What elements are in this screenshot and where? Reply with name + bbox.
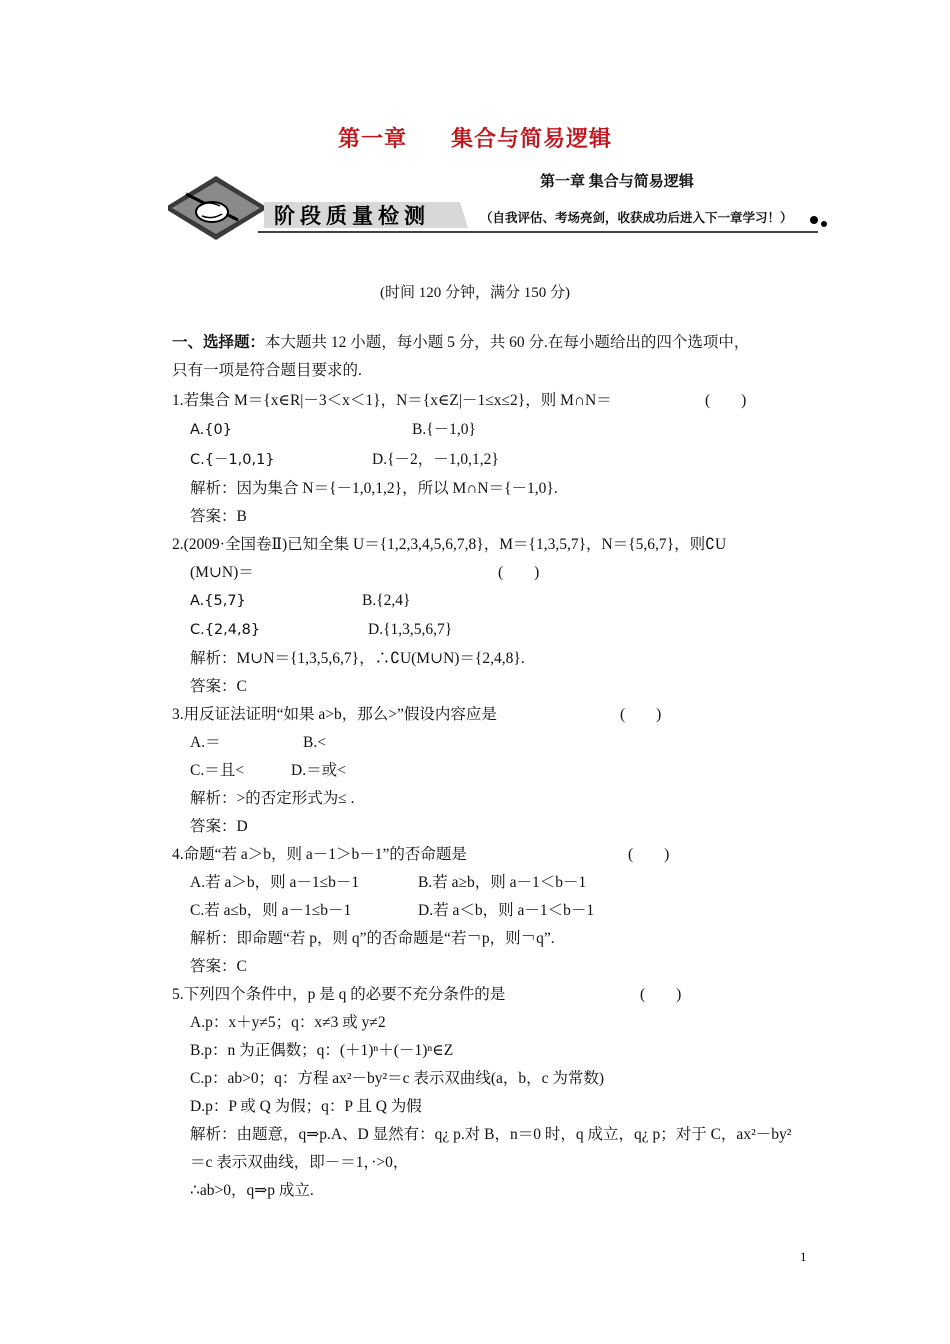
q4-option-c: C.若 a≤b，则 a－1≤b－1 xyxy=(190,902,352,919)
section-line1: 本大题共 12 小题，每小题 5 分，共 60 分.在每小题给出的四个选项中， xyxy=(265,334,750,351)
chapter-title xyxy=(0,122,950,153)
section-line2: 只有一项是符合题目要求的. xyxy=(172,362,362,379)
chapter-title-part2: 集合与简易逻辑 xyxy=(451,126,613,151)
q3-option-c: C.＝且< xyxy=(190,762,244,779)
q4-option-b: B.若 a≥b，则 a－1＜b－1 xyxy=(418,874,587,891)
q5-analysis-line1: 解析：由题意，q⇒p.A、D 显然有：q¿ p.对 B，n＝0 时，q 成立，q¿ p；对于 C，ax²－by² xyxy=(190,1126,792,1143)
q5-analysis-line3: ∴ab>0，q⇒p 成立. xyxy=(190,1182,314,1199)
q1-analysis: 解析：因为集合 N＝{－1,0,1,2}，所以 M∩N＝{－1,0}. xyxy=(190,480,558,497)
q2-option-a: A.{5,7} xyxy=(190,593,246,609)
q2-answer: 答案：C xyxy=(190,678,247,695)
q1-answer: 答案：B xyxy=(190,508,247,525)
q2-analysis: 解析：M∪N＝{1,3,5,6,7}，∴∁U(M∪N)＝{2,4,8}. xyxy=(190,650,525,667)
page-number: 1 xyxy=(800,1249,807,1264)
time-note: (时间 120 分钟，满分 150 分) xyxy=(380,285,570,301)
q5-stem: 5.下列四个条件中，p 是 q 的必要不充分条件的是 xyxy=(172,986,506,1003)
q2-option-b: B.{2,4} xyxy=(362,592,411,609)
q4-analysis: 解析：即命题“若 p，则 q”的否命题是“若￢p，则￢q”. xyxy=(190,930,555,947)
section-label: 一、选择题： xyxy=(172,334,266,351)
section-intro xyxy=(172,333,749,353)
q5-bracket: ( ) xyxy=(640,986,682,1003)
q5-option-a: A.p：x＋y≠5；q：x≠3 或 y≠2 xyxy=(190,1014,386,1031)
chapter-title-part1: 第一章 xyxy=(337,126,407,151)
q2-stem-line1: 2.(2009·全国卷Ⅱ)已知全集 U＝{1,2,3,4,5,6,7,8}，M＝{1,3,5,7}，N＝{5,6,7}，则∁U xyxy=(172,536,727,553)
q3-answer: 答案：D xyxy=(190,818,248,835)
q3-stem: 3.用反证法证明“如果 a>b，那么>”假设内容应是 xyxy=(172,706,497,723)
q3-option-b: B.< xyxy=(303,734,326,751)
q5-option-d: D.p：P 或 Q 为假；q：P 且 Q 为假 xyxy=(190,1098,422,1115)
q4-bracket: ( ) xyxy=(628,846,670,863)
q2-option-d: D.{1,3,5,6,7} xyxy=(368,621,453,638)
q1-stem: 1.若集合 M＝{x∈R|－3＜x＜1}，N＝{x∈Z|－1≤x≤2}，则 M∩N＝ xyxy=(172,392,612,409)
q5-option-b: B.p：n 为正偶数；q：(＋1)ⁿ＋(－1)ⁿ∈Z xyxy=(190,1042,454,1059)
q1-option-c: C.{－1,0,1} xyxy=(190,452,275,468)
q2-option-c: C.{2,4,8} xyxy=(190,622,261,638)
q1-bracket: ( ) xyxy=(705,392,747,409)
q3-analysis: 解析：>的否定形式为≤ . xyxy=(190,790,355,807)
q3-option-d: D.＝或< xyxy=(291,762,346,779)
q5-option-c: C.p：ab>0；q：方程 ax²－by²＝c 表示双曲线(a，b，c 为常数) xyxy=(190,1070,605,1087)
q1-option-d: D.{－2，－1,0,1,2} xyxy=(372,451,499,468)
q4-answer: 答案：C xyxy=(190,958,247,975)
banner-note: （自我评估、考场亮剑，收获成功后进入下一章学习！） xyxy=(480,211,793,225)
q4-option-a: A.若 a＞b，则 a－1≤b－1 xyxy=(190,874,360,891)
q4-stem: 4.命题“若 a＞b，则 a－1＞b－1”的否命题是 xyxy=(172,846,467,863)
q2-bracket: ( ) xyxy=(498,564,540,581)
q1-option-a: A.{0} xyxy=(190,422,232,438)
q5-analysis-line2: ＝c 表示双曲线，即－＝1，·>0， xyxy=(190,1154,409,1171)
banner-label: 阶段质量检测 xyxy=(274,204,430,228)
q3-option-a: A.＝ xyxy=(190,734,221,751)
q3-bracket: ( ) xyxy=(620,706,662,723)
hand-pen-icon xyxy=(168,176,268,240)
chapter-subhead: 第一章 集合与简易逻辑 xyxy=(540,174,694,190)
q2-stem-line2: (M∪N)＝ xyxy=(190,564,254,581)
q4-option-d: D.若 a＜b，则 a－1＜b－1 xyxy=(418,902,595,919)
q1-option-b: B.{－1,0} xyxy=(412,421,476,438)
